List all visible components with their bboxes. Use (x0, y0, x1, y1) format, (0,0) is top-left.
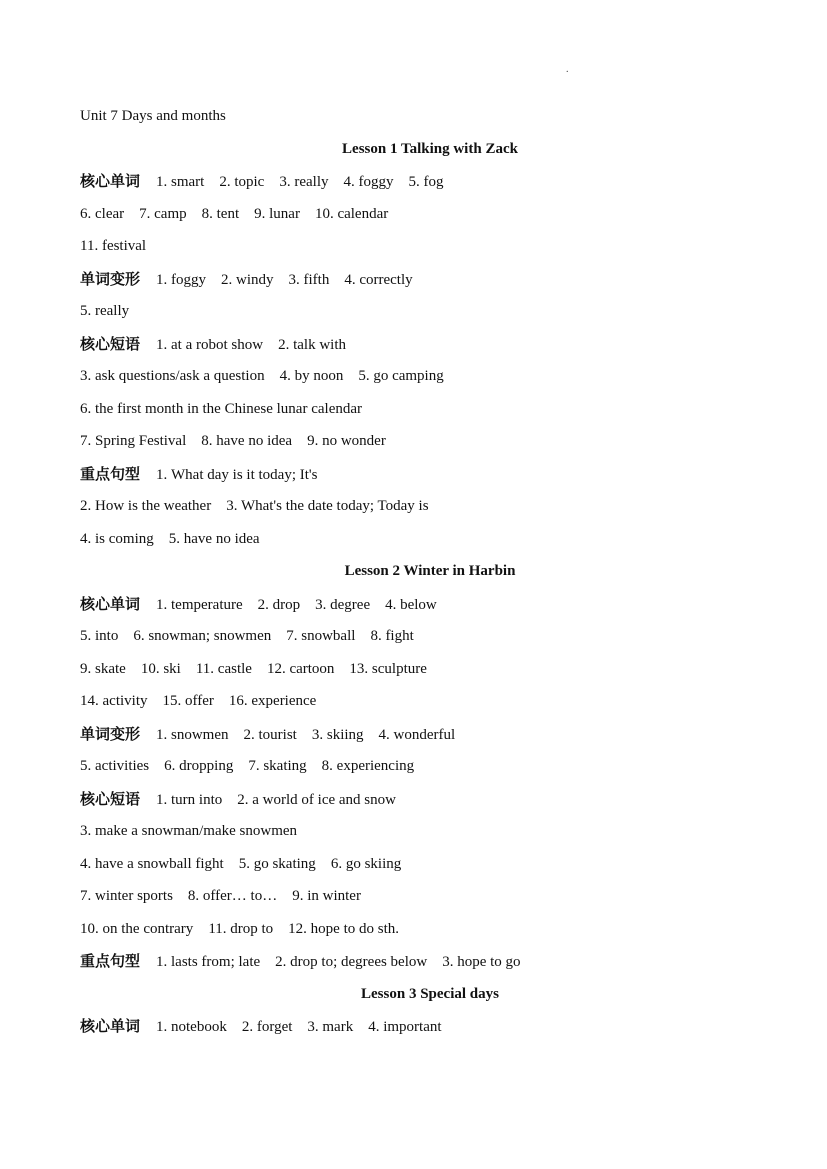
section-label: 核心短语 (80, 789, 141, 808)
vocab-item: 3. make a snowman/make snowmen (80, 823, 298, 839)
vocab-item: 1. notebook (156, 1019, 227, 1035)
vocab-item: 2. topic (219, 174, 265, 190)
vocab-row (80, 167, 780, 200)
vocab-item: 5. fog (408, 174, 444, 190)
vocab-item: 4. below (385, 596, 437, 613)
vocab-item: 9. skate (80, 660, 126, 677)
vocab-item: 7. Spring Festival (80, 433, 187, 449)
section-label: 核心单词 (80, 1017, 141, 1035)
vocab-row (80, 297, 780, 330)
vocab-item: 4. is coming (80, 530, 154, 547)
vocab-item: 2. How is the weather (80, 498, 212, 514)
vocab-row (80, 525, 780, 558)
vocab-item: 9. lunar (254, 205, 300, 222)
vocab-item: 2. tourist (243, 726, 297, 743)
vocab-item: 11. festival (80, 238, 147, 254)
vocab-row (80, 427, 780, 460)
vocab-item: 12. hope to do sth. (288, 920, 400, 937)
vocab-item: 11. drop to (208, 920, 274, 937)
vocab-item: 5. into (80, 628, 119, 644)
vocab-item: 1. snowmen (156, 726, 229, 743)
vocab-item: 4. wonderful (378, 726, 456, 743)
document-content (80, 135, 780, 1045)
vocab-item: 3. mark (307, 1019, 354, 1035)
vocab-row (80, 687, 780, 720)
vocab-row (80, 200, 780, 233)
vocab-item: 3. skiing (311, 726, 364, 743)
vocab-item: 10. calendar (314, 205, 389, 222)
section-label: 核心单词 (80, 172, 141, 190)
vocab-item: 2. drop to; degrees below (275, 954, 428, 970)
section-label: 核心单词 (80, 594, 141, 613)
vocab-item: 2. a world of ice and snow (237, 791, 396, 808)
vocab-item: 1. at a robot show (156, 336, 264, 353)
vocab-item: 3. really (279, 174, 329, 190)
vocab-item: 3. fifth (288, 271, 330, 288)
vocab-item: 2. windy (221, 271, 274, 288)
vocab-item: 3. hope to go (442, 954, 521, 970)
vocab-row (80, 947, 780, 980)
vocab-row (80, 882, 780, 915)
vocab-row (80, 622, 780, 655)
vocab-row (80, 1012, 780, 1045)
vocab-item: 3. What's the date today; Today is (226, 498, 429, 514)
vocab-item: 7. camp (139, 205, 187, 222)
vocab-item: 8. tent (201, 205, 240, 222)
vocab-row (80, 492, 780, 525)
vocab-row (80, 752, 780, 785)
vocab-item: 8. fight (370, 628, 414, 644)
vocab-row (80, 590, 780, 623)
vocab-item: 8. offer… to… (187, 888, 278, 904)
vocab-row (80, 362, 780, 395)
vocab-item: 2. talk with (278, 336, 347, 353)
vocab-row (80, 785, 780, 818)
vocab-item: 3. ask questions/ask a question (80, 368, 265, 384)
vocab-row (80, 460, 780, 493)
lesson-heading: Lesson 1 Talking with Zack (342, 140, 518, 157)
vocab-item: 4. have a snowball fight (80, 855, 224, 872)
vocab-item: 1. lasts from; late (156, 954, 261, 970)
vocab-item: 13. sculpture (349, 660, 427, 677)
vocab-item: 10. on the contrary (80, 920, 194, 937)
vocab-item: 6. clear (80, 205, 125, 222)
vocab-item: 8. experiencing (321, 758, 415, 774)
vocab-row (80, 395, 780, 428)
vocab-item: 4. by noon (279, 368, 344, 384)
vocab-item: 7. snowball (286, 628, 356, 644)
lesson-heading: Lesson 3 Special days (361, 985, 499, 1002)
vocab-item: 16. experience (228, 693, 317, 709)
vocab-item: 4. important (368, 1019, 442, 1035)
vocab-item: 6. the first month in the Chinese lunar calendar (80, 400, 363, 417)
vocab-item: 6. snowman; snowmen (133, 628, 272, 644)
vocab-item: 2. forget (241, 1019, 293, 1035)
vocab-item: 2. drop (257, 596, 301, 613)
vocab-item: 1. foggy (156, 271, 207, 288)
vocab-item: 4. foggy (343, 174, 394, 190)
vocab-item: 8. have no idea (201, 433, 293, 449)
vocab-item: 1. What day is it today; It's (156, 466, 318, 483)
vocab-row (80, 850, 780, 883)
vocab-item: 1. smart (156, 174, 205, 190)
section-label: 单词变形 (80, 269, 141, 288)
vocab-item: 12. cartoon (266, 660, 335, 677)
section-label: 重点句型 (80, 464, 141, 483)
section-label: 单词变形 (80, 724, 141, 743)
vocab-row (80, 655, 780, 688)
vocab-item: 5. go camping (358, 368, 444, 384)
page-mark: . (566, 64, 569, 75)
vocab-row (80, 915, 780, 948)
vocab-item: 3. degree (315, 596, 371, 613)
vocab-item: 11. castle (195, 660, 252, 677)
vocab-item: 5. really (80, 303, 130, 319)
vocab-row (80, 265, 780, 298)
vocab-item: 6. dropping (164, 758, 234, 774)
vocab-item: 9. in winter (292, 888, 361, 904)
vocab-row (80, 330, 780, 363)
vocab-item: 1. turn into (156, 791, 223, 808)
vocab-row (80, 232, 780, 265)
unit-title: Unit 7 Days and months (80, 108, 226, 124)
vocab-item: 5. activities (80, 758, 150, 774)
vocab-item: 7. winter sports (80, 888, 173, 904)
vocab-item: 9. no wonder (307, 433, 386, 449)
lesson-heading: Lesson 2 Winter in Harbin (344, 563, 516, 579)
vocab-item: 4. correctly (344, 271, 413, 288)
section-label: 核心短语 (80, 334, 141, 353)
vocab-item: 5. have no idea (168, 530, 260, 547)
vocab-item: 10. ski (140, 660, 181, 677)
vocab-item: 5. go skating (238, 855, 316, 872)
vocab-row (80, 720, 780, 753)
vocab-item: 1. temperature (156, 596, 243, 613)
vocab-row (80, 817, 780, 850)
section-label: 重点句型 (80, 952, 141, 970)
vocab-item: 6. go skiing (330, 855, 402, 872)
vocab-item: 15. offer (162, 693, 214, 709)
document-page (80, 102, 780, 1045)
vocab-item: 7. skating (248, 758, 307, 774)
vocab-item: 14. activity (80, 693, 148, 709)
